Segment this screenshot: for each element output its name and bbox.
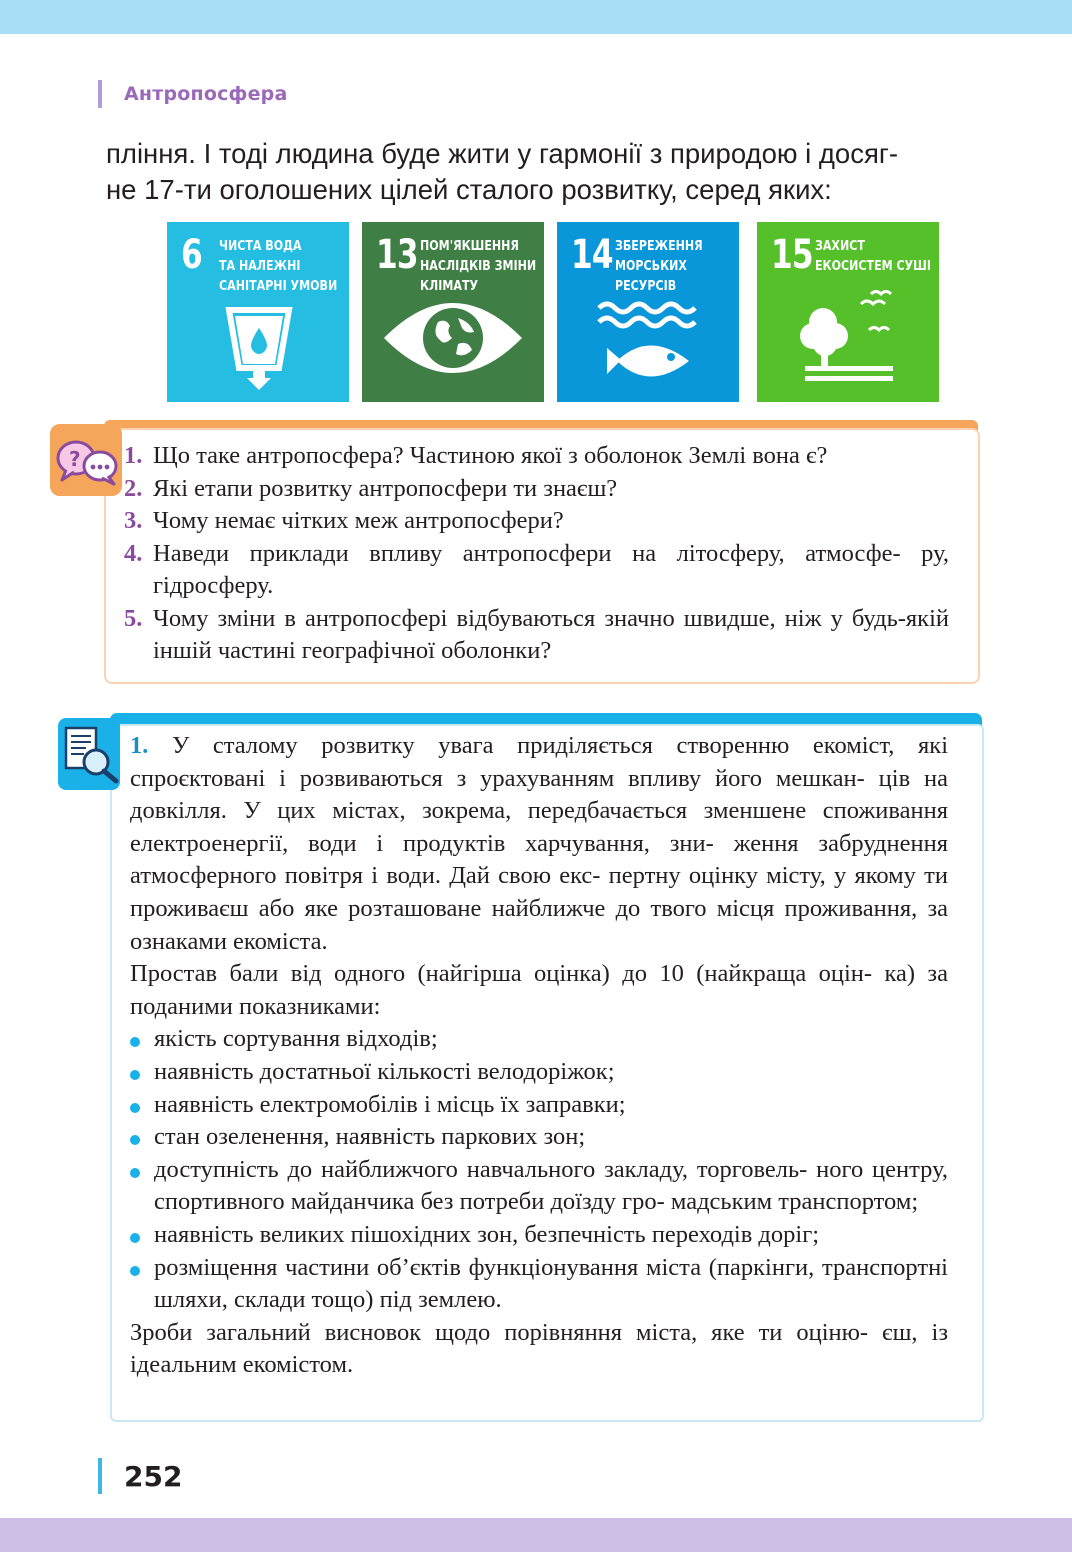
criteria-item: стан озеленення, наявність паркових зон;: [130, 1121, 948, 1154]
page-number-bar: [98, 1458, 102, 1494]
water-cup-icon: [167, 222, 349, 402]
sdg-number: 14: [571, 232, 613, 278]
task-content: [130, 730, 948, 1382]
criteria-item: наявність великих пішохідних зон, безпечність переходів доріг;: [130, 1219, 948, 1252]
bottom-color-band: [0, 1518, 1072, 1552]
task-instruction: Простав бали від одного (найгірша оцінка) до 10 (найкраща оцін- ка) за поданими показниками:: [130, 960, 948, 1020]
task-intro-text: У сталому розвитку увага приділяється створенню екоміст, які спроєктовані і розвиваються з урахуванням впливу його мешкан- ців на довкілля. У цих містах, зокрема, передбачається зменшене споживання електроенергії, води і продуктів харчування, зни- ження забруднення атмосферного повітря і води. Дай свою екс- пертну оцінку місту, у якому ти проживаєш або яке розташоване найближче до твого місця проживання, за ознаками екоміста.: [130, 732, 948, 955]
sdg-number: 13: [376, 232, 418, 278]
criteria-list: [130, 1023, 948, 1316]
section-title: Антропосфера: [124, 83, 288, 105]
question-text: Що таке антропосфера? Частиною якої з оболонок Землі вона є?: [153, 442, 828, 469]
document-magnifier-icon: [58, 718, 120, 790]
criteria-item: наявність достатньої кількості велодоріжок;: [130, 1056, 948, 1089]
top-color-band: [0, 0, 1072, 34]
task-intro: [130, 730, 948, 958]
section-header: [98, 80, 288, 108]
criteria-item: доступність до найближчого навчального закладу, торговель- ного центру, спортивного майданчика без потреби доїзду гро- мадським транспортом;: [130, 1154, 948, 1219]
sdg-tile-15: [757, 222, 939, 402]
page-number: 252: [124, 1459, 183, 1493]
sdg-tile-13: [362, 222, 544, 402]
sdg-label: ЧИСТА ВОДА ТА НАЛЕЖНІ САНІТАРНІ УМОВИ: [219, 238, 338, 294]
task-conclusion: Зроби загальний висновок щодо порівняння міста, яке ти оціню- єш, із ідеальним екомістом.: [130, 1318, 948, 1379]
sdg-label: ПОМ'ЯКШЕННЯ НАСЛІДКІВ ЗМІНИ КЛІМАТУ: [420, 238, 537, 294]
earth-eye-icon: [362, 222, 544, 402]
criteria-item: якість сортування відходів;: [130, 1023, 948, 1056]
question-item: [124, 505, 949, 538]
section-header-bar: [98, 80, 102, 108]
question-text: Наведи приклади впливу антропосфери на літосферу, атмосфе- ру, гідросферу.: [153, 539, 949, 599]
question-number: 1.: [124, 442, 143, 469]
question-item: [124, 603, 949, 668]
sdg-number: 6: [181, 232, 202, 278]
intro-line: пління. І тоді людина буде жити у гармонії з природою і досяг-: [106, 138, 899, 169]
question-number: 4.: [124, 539, 143, 567]
task-number: 1.: [130, 732, 149, 759]
tree-birds-icon: [757, 222, 939, 402]
question-item: [124, 538, 949, 603]
question-item: [124, 440, 949, 473]
sdg-label: ЗБЕРЕЖЕННЯ МОРСЬКИХ РЕСУРСІВ: [615, 238, 703, 294]
question-number: 5.: [124, 604, 143, 632]
sdg-number: 15: [771, 232, 813, 278]
page-number-block: [98, 1458, 182, 1494]
question-text: Чому зміни в антропосфері відбуваються значно швидше, ніж у будь-якій іншій частині географічної оболонки?: [153, 604, 949, 664]
question-bubbles-icon: [50, 424, 122, 496]
question-text: Чому немає чітких меж антропосфери?: [153, 507, 564, 534]
question-number: 2.: [124, 474, 143, 502]
question-text: Які етапи розвитку антропосфери ти знаєш?: [153, 474, 618, 502]
intro-paragraph: [106, 136, 996, 208]
fish-waves-icon: [557, 222, 739, 402]
question-item: [124, 473, 949, 506]
question-number: 3.: [124, 507, 143, 534]
intro-line: не 17-ти оголошених цілей сталого розвитку, серед яких:: [106, 174, 832, 205]
sdg-tile-14: [557, 222, 739, 402]
criteria-item: наявність електромобілів і місць їх заправки;: [130, 1089, 948, 1122]
sdg-tile-6: [167, 222, 349, 402]
questions-list: [124, 440, 949, 668]
sdg-label: ЗАХИСТ ЕКОСИСТЕМ СУШІ: [815, 238, 931, 274]
svg-text:?: ?: [69, 447, 81, 471]
criteria-item: розміщення частини об’єктів функціонування міста (паркінги, транспортні шляхи, склади тощо) під землею.: [130, 1252, 948, 1317]
